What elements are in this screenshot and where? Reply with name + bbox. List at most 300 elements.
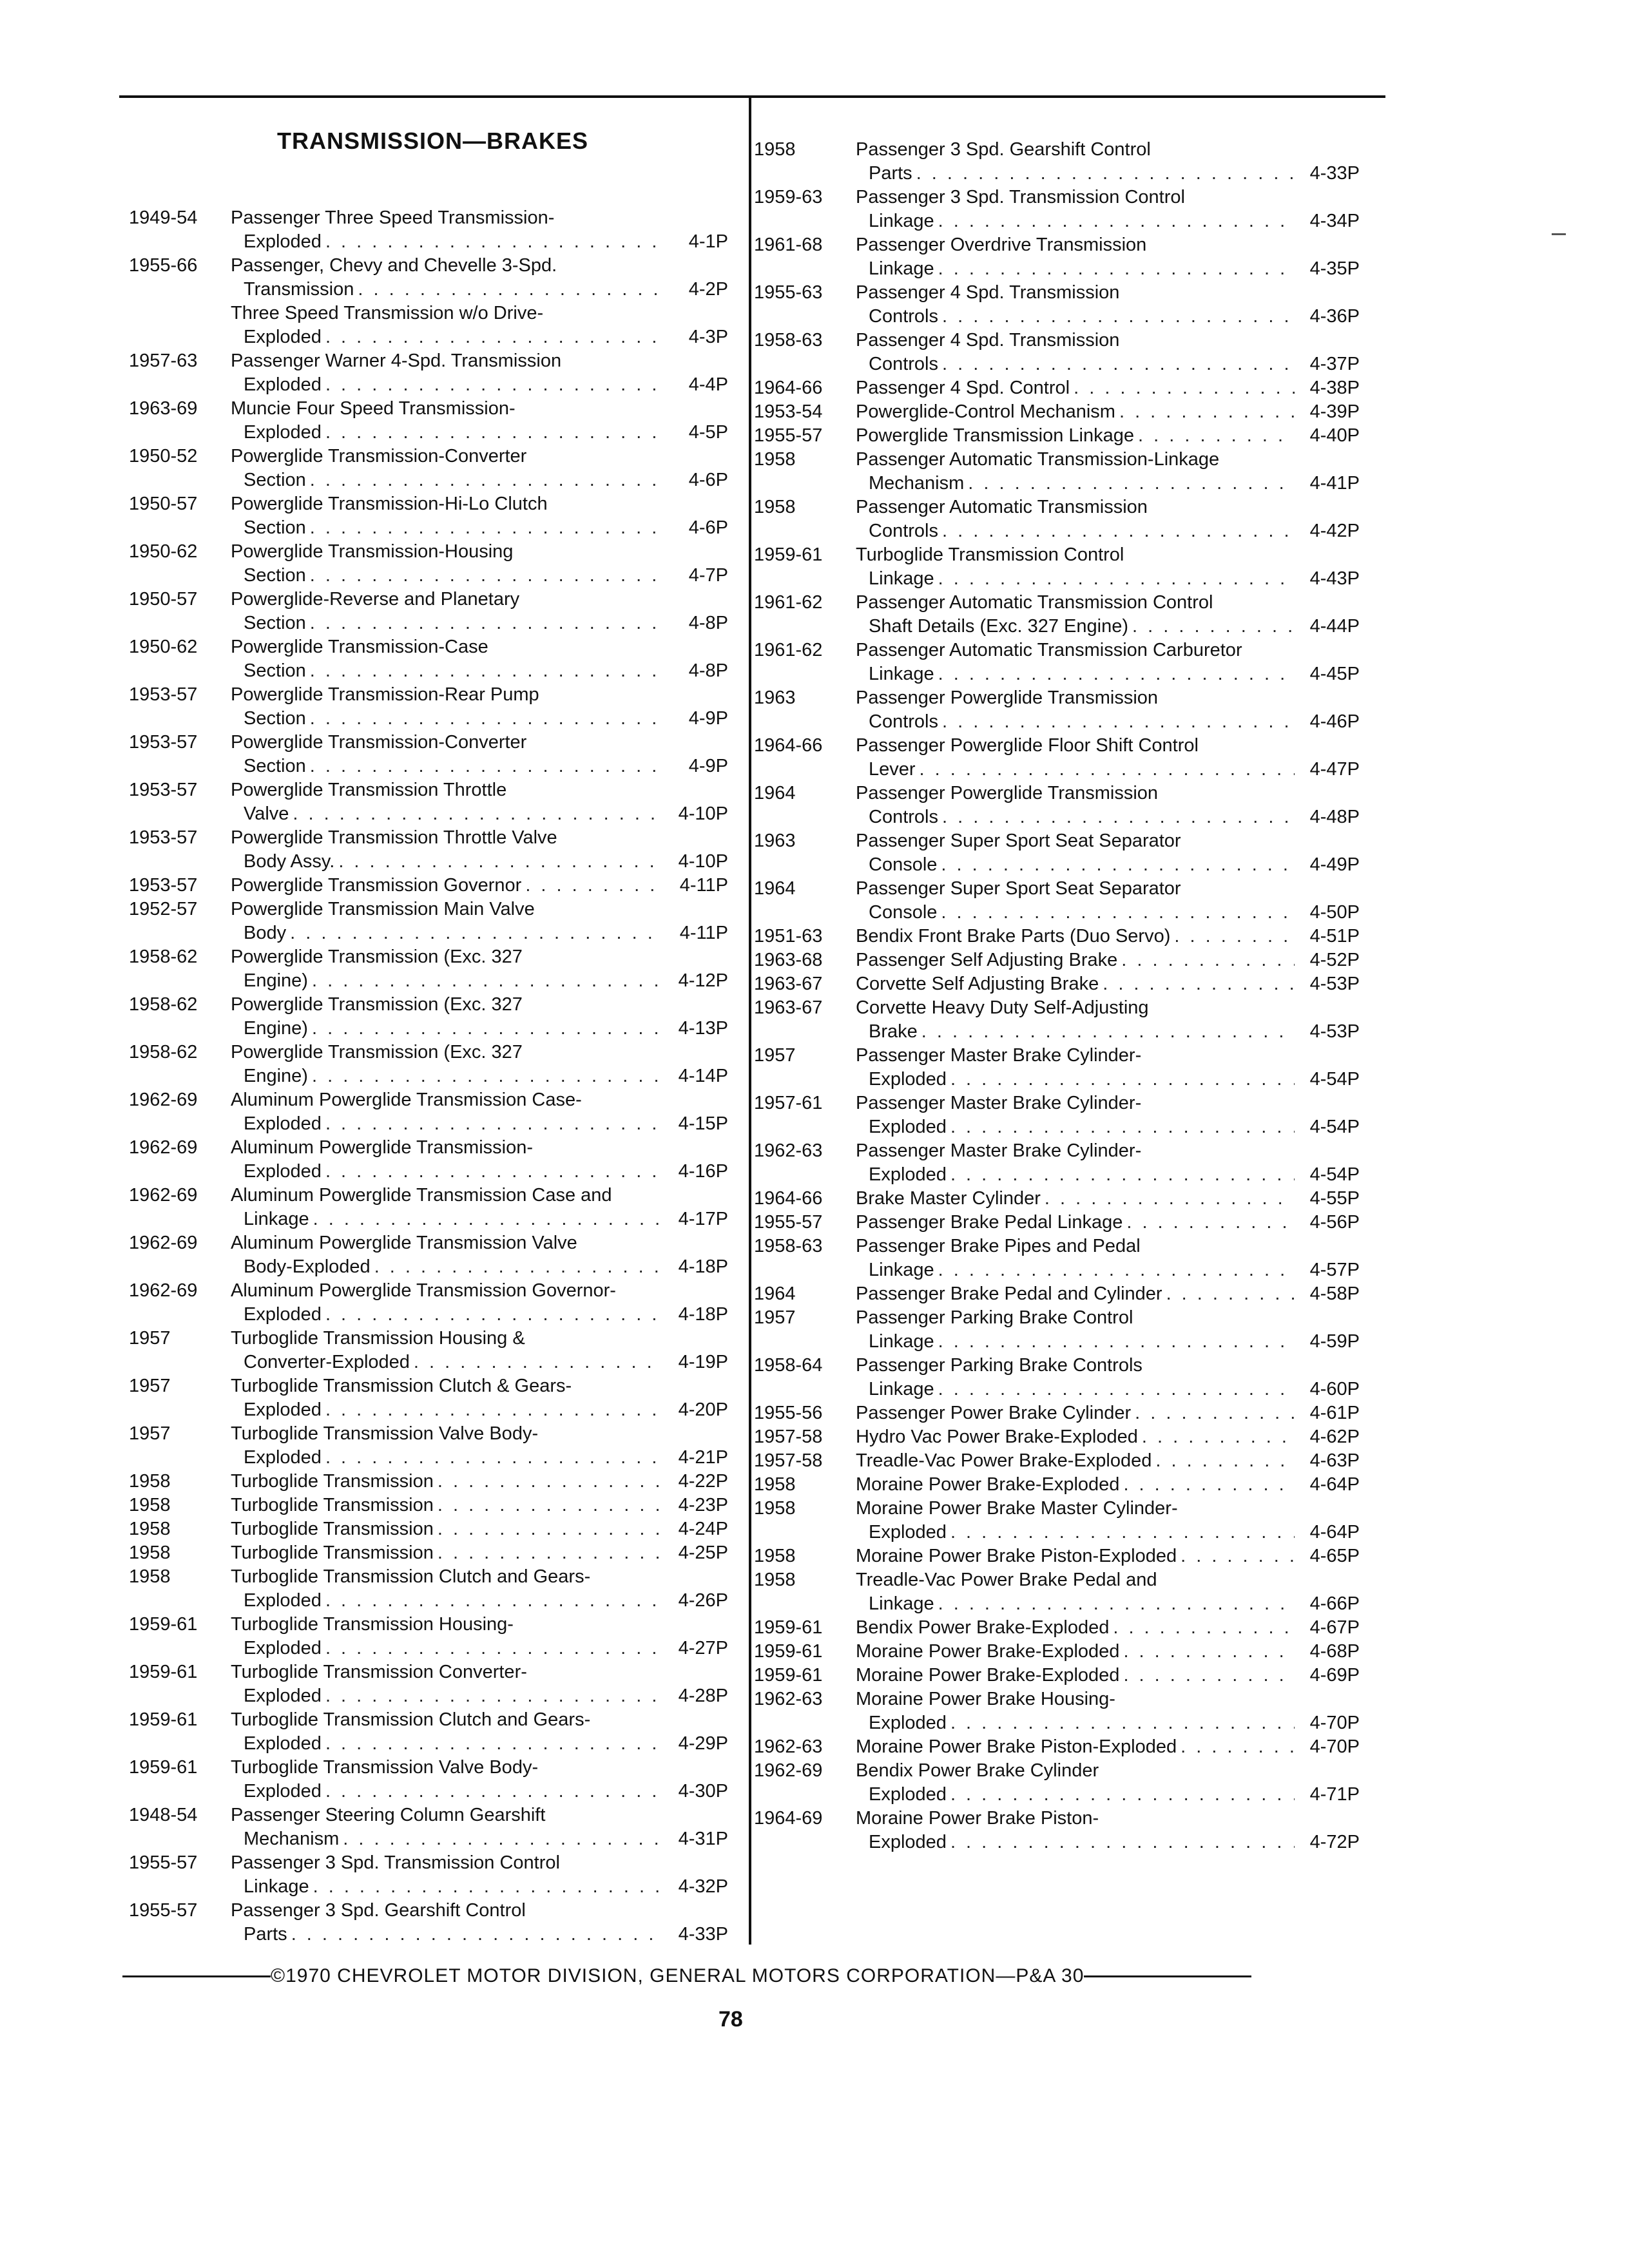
entry-subtitle: Exploded	[244, 231, 322, 252]
entry-subtitle: Exploded	[244, 1161, 322, 1182]
entry-year: 1957-61	[754, 1093, 823, 1113]
index-entry	[129, 1374, 728, 1422]
dot-leader	[942, 305, 1295, 329]
index-entry	[754, 925, 1360, 948]
entry-subtitle: Controls	[869, 306, 938, 327]
entry-year: 1958	[754, 1570, 796, 1590]
entry-leader-row	[244, 802, 728, 826]
index-entry	[129, 1327, 728, 1374]
dot-leader	[1166, 1282, 1295, 1306]
entry-leader-row	[244, 1446, 728, 1470]
index-entry	[754, 1497, 1360, 1544]
footer-text: ©1970 CHEVROLET MOTOR DIVISION, GENERAL MOTORS CORPORATION—P&A 30	[271, 1965, 1084, 1986]
entry-title: Turboglide Transmission	[231, 1471, 434, 1492]
dot-leader	[290, 921, 663, 945]
index-entry	[754, 495, 1360, 543]
entry-year: 1951-63	[754, 926, 823, 947]
entry-page-ref: 4-7P	[688, 565, 728, 586]
entry-subtitle: Exploded	[869, 1069, 947, 1090]
entry-page-ref: 4-17P	[678, 1209, 728, 1229]
dot-leader	[950, 1711, 1295, 1735]
entry-subtitle: Exploded	[244, 1590, 322, 1611]
entry-year: 1958	[129, 1495, 171, 1515]
entry-page-ref: 4-20P	[678, 1399, 728, 1420]
entry-page-ref: 4-54P	[1309, 1164, 1360, 1185]
index-entry	[754, 948, 1360, 972]
entry-leader-row	[244, 611, 728, 635]
entry-title: Passenger, Chevy and Chevelle 3-Spd.	[231, 255, 557, 276]
dot-leader	[325, 230, 663, 254]
entry-page-ref: 4-54P	[1309, 1117, 1360, 1137]
entry-title: Turboglide Transmission Converter-	[231, 1662, 527, 1682]
entry-year: 1959-61	[754, 544, 823, 565]
entry-subtitle: Engine)	[244, 1066, 308, 1086]
entry-title: Turboglide Transmission Clutch & Gears-	[231, 1376, 572, 1396]
entry-page-ref: 4-21P	[678, 1447, 728, 1468]
index-entry	[754, 1616, 1360, 1640]
dot-leader	[920, 758, 1295, 782]
entry-year: 1955-56	[754, 1403, 823, 1423]
entry-leader-row	[869, 352, 1360, 376]
dot-leader	[1103, 972, 1295, 996]
dot-leader	[938, 1592, 1295, 1616]
index-entry	[129, 874, 728, 898]
index-entry	[754, 1687, 1360, 1735]
dot-leader	[938, 1330, 1295, 1354]
entry-title: Bendix Power Brake Cylinder	[856, 1760, 1099, 1781]
entry-title: Passenger Automatic Transmission Control	[856, 592, 1213, 613]
entry-subtitle: Controls	[869, 807, 938, 827]
entry-year: 1948-54	[129, 1805, 198, 1825]
entry-leader-row	[244, 1684, 728, 1708]
dot-leader	[950, 1521, 1295, 1544]
entry-year: 1962-63	[754, 1736, 823, 1757]
entry-page-ref: 4-18P	[678, 1256, 728, 1277]
entry-title: Powerglide Transmission Throttle Valve	[231, 827, 557, 848]
entry-leader-row	[244, 1398, 728, 1422]
entry-title: Passenger Three Speed Transmission-	[231, 207, 555, 228]
entry-page-ref: 4-51P	[1309, 926, 1360, 947]
index-entry	[129, 492, 728, 540]
index-entry	[754, 782, 1360, 829]
entry-leader-row	[244, 707, 728, 731]
entry-title: Moraine Power Brake Piston-	[856, 1808, 1099, 1829]
index-entry	[754, 996, 1360, 1044]
entry-page-ref: 4-56P	[1309, 1212, 1360, 1233]
entry-year: 1958	[754, 497, 796, 517]
entry-title: Turboglide Transmission Housing-	[231, 1614, 514, 1635]
entry-page-ref: 4-70P	[1309, 1736, 1360, 1757]
entry-title: Passenger Brake Pedal Linkage	[856, 1212, 1123, 1233]
dot-leader	[1123, 1664, 1295, 1687]
entry-title: Passenger Steering Column Gearshift	[231, 1805, 546, 1825]
entry-title: Passenger Master Brake Cylinder-	[856, 1045, 1142, 1066]
index-entry	[754, 1449, 1360, 1473]
dot-leader	[325, 1446, 663, 1470]
entry-leader-row	[869, 209, 1360, 233]
entry-page-ref: 4-59P	[1309, 1331, 1360, 1352]
entry-page-ref: 4-32P	[678, 1876, 728, 1897]
index-entry	[754, 1401, 1360, 1425]
entry-leader-row	[244, 1303, 728, 1327]
entry-subtitle: Exploded	[869, 1522, 947, 1542]
entry-title: Powerglide Transmission Linkage	[856, 425, 1134, 446]
entry-title: Passenger 3 Spd. Gearshift Control	[856, 139, 1151, 160]
entry-title: Passenger 4 Spd. Transmission	[856, 282, 1120, 303]
entry-year: 1953-57	[129, 827, 198, 848]
entry-page-ref: 4-31P	[678, 1829, 728, 1849]
index-entry	[129, 1613, 728, 1660]
entry-page-ref: 4-72P	[1309, 1832, 1360, 1852]
entry-page-ref: 4-26P	[678, 1590, 728, 1611]
index-entry	[129, 826, 728, 874]
entry-title: Powerglide Transmission-Rear Pump	[231, 684, 539, 705]
entry-year: 1957-58	[754, 1450, 823, 1471]
dot-leader	[916, 162, 1295, 186]
entry-leader-row	[869, 901, 1360, 925]
entry-year: 1958-64	[754, 1355, 823, 1376]
entry-page-ref: 4-66P	[1309, 1593, 1360, 1614]
dot-leader	[438, 1517, 663, 1541]
index-entry	[129, 993, 728, 1041]
entry-title: Turboglide Transmission	[231, 1542, 434, 1563]
dot-leader	[938, 567, 1295, 591]
entry-leader-row	[244, 1732, 728, 1756]
index-entry	[754, 1473, 1360, 1497]
entry-leader-row	[244, 1589, 728, 1613]
entry-year: 1961-62	[754, 640, 823, 660]
entry-leader-row	[856, 1473, 1360, 1497]
dot-leader	[358, 278, 663, 302]
entry-year: 1958-62	[129, 947, 198, 967]
entry-leader-row	[856, 1401, 1360, 1425]
entry-year: 1959-61	[754, 1665, 823, 1686]
entry-year: 1963	[754, 687, 796, 708]
entry-subtitle: Exploded	[869, 1164, 947, 1185]
dot-leader	[1126, 1211, 1295, 1235]
entry-leader-row	[869, 472, 1360, 495]
entry-title: Powerglide Transmission Main Valve	[231, 899, 535, 919]
dot-leader	[312, 1064, 663, 1088]
entry-leader-row	[869, 1163, 1360, 1187]
entry-subtitle: Body Assy.	[244, 851, 335, 872]
entry-leader-row	[231, 1470, 728, 1494]
index-entry	[754, 376, 1360, 400]
entry-leader-row	[244, 421, 728, 445]
entry-leader-row	[244, 1017, 728, 1041]
entry-title: Turboglide Transmission Valve Body-	[231, 1423, 539, 1444]
entry-subtitle: Controls	[869, 354, 938, 374]
entry-subtitle: Exploded	[244, 327, 322, 347]
entry-page-ref: 4-33P	[1309, 163, 1360, 184]
entry-leader-row	[856, 948, 1360, 972]
entry-title: Powerglide Transmission (Exc. 327	[231, 947, 523, 967]
dot-leader	[310, 707, 663, 731]
index-entry	[754, 1664, 1360, 1687]
entry-leader-row	[869, 710, 1360, 734]
entry-year: 1953-54	[754, 401, 823, 422]
entry-title: Turboglide Transmission	[231, 1495, 434, 1515]
entry-leader-row	[869, 1378, 1360, 1401]
dot-leader	[338, 850, 663, 874]
entry-year: 1962-69	[129, 1233, 198, 1253]
entry-year: 1953-57	[129, 732, 198, 753]
entry-leader-row	[856, 972, 1360, 996]
entry-year: 1957	[754, 1045, 796, 1066]
entry-leader-row	[244, 1780, 728, 1803]
entry-title: Powerglide Transmission Governor	[231, 875, 522, 896]
entry-subtitle: Exploded	[244, 374, 322, 395]
entry-title: Passenger Master Brake Cylinder-	[856, 1140, 1142, 1161]
entry-year: 1953-57	[129, 875, 198, 896]
entry-title: Turboglide Transmission	[231, 1519, 434, 1539]
entry-leader-row	[244, 754, 728, 778]
entry-leader-row	[244, 1255, 728, 1279]
entry-subtitle: Console	[869, 854, 938, 875]
index-entry	[754, 1211, 1360, 1235]
entry-title: Treadle-Vac Power Brake Pedal and	[856, 1570, 1157, 1590]
entry-title: Aluminum Powerglide Transmission Case and	[231, 1185, 612, 1206]
dot-leader	[950, 1068, 1295, 1091]
entry-title: Bendix Front Brake Parts (Duo Servo)	[856, 926, 1171, 947]
entry-year: 1958-62	[129, 1042, 198, 1062]
entry-title: Moraine Power Brake-Exploded	[856, 1641, 1120, 1662]
entry-leader-row	[856, 1211, 1360, 1235]
entry-year: 1958	[129, 1542, 171, 1563]
entry-year: 1959-61	[754, 1617, 823, 1638]
entry-year: 1958	[129, 1566, 171, 1587]
entry-subtitle: Section	[244, 470, 306, 490]
index-entry	[754, 1091, 1360, 1139]
entry-subtitle: Exploded	[244, 1113, 322, 1134]
entry-subtitle: Exploded	[244, 1781, 322, 1802]
index-entry	[129, 1851, 728, 1899]
entry-page-ref: 4-35P	[1309, 258, 1360, 279]
entry-title: Corvette Self Adjusting Brake	[856, 974, 1099, 994]
dot-leader	[938, 1378, 1295, 1401]
entry-leader-row	[856, 424, 1360, 448]
index-entry	[754, 1306, 1360, 1354]
entry-page-ref: 4-46P	[1309, 711, 1360, 732]
entry-year: 1964	[754, 1283, 796, 1304]
dot-leader	[325, 1589, 663, 1613]
entry-year: 1962-63	[754, 1140, 823, 1161]
entry-title: Passenger Brake Pipes and Pedal	[856, 1236, 1141, 1256]
index-entry	[129, 1231, 728, 1279]
entry-title: Passenger 4 Spd. Transmission	[856, 330, 1120, 351]
entry-title: Muncie Four Speed Transmission-	[231, 398, 516, 419]
entry-page-ref: 4-34P	[1309, 211, 1360, 231]
entry-page-ref: 4-5P	[688, 422, 728, 443]
dot-leader	[942, 519, 1295, 543]
dot-leader	[1135, 1401, 1295, 1425]
entry-page-ref: 4-55P	[1309, 1188, 1360, 1209]
index-entry	[754, 877, 1360, 925]
entry-year: 1963-68	[754, 950, 823, 970]
entry-leader-row	[244, 373, 728, 397]
entry-page-ref: 4-60P	[1309, 1379, 1360, 1399]
entry-title: Passenger Automatic Transmission Carburetor	[856, 640, 1242, 660]
entry-subtitle: Linkage	[869, 1379, 934, 1399]
entry-subtitle: Exploded	[869, 1117, 947, 1137]
entry-page-ref: 4-48P	[1309, 807, 1360, 827]
entry-subtitle: Section	[244, 708, 306, 729]
dot-leader	[325, 1160, 663, 1184]
entry-subtitle: Exploded	[244, 422, 322, 443]
entry-title: Turboglide Transmission Control	[856, 544, 1124, 565]
dot-leader	[343, 1827, 663, 1851]
entry-title: Moraine Power Brake Housing-	[856, 1689, 1115, 1709]
dot-leader	[325, 1684, 663, 1708]
entry-subtitle: Shaft Details (Exc. 327 Engine)	[869, 616, 1128, 637]
entry-subtitle: Exploded	[244, 1304, 322, 1325]
entry-subtitle: Exploded	[244, 1733, 322, 1754]
entry-subtitle: Mechanism	[869, 473, 965, 494]
index-entry	[754, 1568, 1360, 1616]
entry-leader-row	[869, 1521, 1360, 1544]
index-entry	[129, 1184, 728, 1231]
index-entry	[129, 1899, 728, 1946]
index-entry	[129, 1708, 728, 1756]
entry-year: 1955-63	[754, 282, 823, 303]
entry-title: Passenger Power Brake Cylinder	[856, 1403, 1132, 1423]
entry-year: 1964-69	[754, 1808, 823, 1829]
entry-title: Passenger Powerglide Floor Shift Control	[856, 735, 1199, 756]
dot-leader	[1045, 1187, 1295, 1211]
entry-title: Passenger Powerglide Transmission	[856, 687, 1159, 708]
index-entry	[754, 639, 1360, 686]
entry-year: 1959-61	[129, 1757, 198, 1778]
left-index-list	[129, 206, 728, 1946]
dot-leader	[950, 1115, 1295, 1139]
entry-year: 1953-57	[129, 684, 198, 705]
entry-title: Powerglide Transmission Throttle	[231, 780, 507, 800]
entry-page-ref: 4-12P	[678, 970, 728, 991]
entry-title: Passenger Super Sport Seat Separator	[856, 878, 1181, 899]
index-entry	[754, 1544, 1360, 1568]
dot-leader	[310, 659, 663, 683]
entry-year: 1962-69	[129, 1137, 198, 1158]
entry-leader-row	[869, 1020, 1360, 1044]
index-entry	[754, 1735, 1360, 1759]
entry-year: 1962-69	[754, 1760, 823, 1781]
margin-mark	[1552, 233, 1566, 235]
index-entry	[754, 734, 1360, 782]
entry-leader-row	[231, 1517, 728, 1541]
entry-year: 1950-62	[129, 541, 198, 562]
index-entry	[129, 1422, 728, 1470]
entry-subtitle: Transmission	[244, 279, 354, 300]
entry-page-ref: 4-4P	[688, 374, 728, 395]
index-entry	[754, 1139, 1360, 1187]
entry-subtitle: Linkage	[869, 1593, 934, 1614]
footer-rule-left	[122, 1975, 271, 1977]
entry-page-ref: 4-61P	[1309, 1403, 1360, 1423]
entry-year: 1957	[754, 1307, 796, 1328]
index-entry	[754, 1354, 1360, 1401]
index-entry	[754, 1425, 1360, 1449]
entry-page-ref: 4-38P	[1309, 378, 1360, 398]
entry-page-ref: 4-33P	[678, 1924, 728, 1945]
entry-subtitle: Linkage	[869, 211, 934, 231]
entry-leader-row	[244, 230, 728, 254]
entry-page-ref: 4-1P	[688, 231, 728, 252]
index-entry	[129, 445, 728, 492]
entry-page-ref: 4-6P	[688, 517, 728, 538]
entry-page-ref: 4-10P	[678, 803, 728, 824]
entry-page-ref: 4-18P	[678, 1304, 728, 1325]
entry-subtitle: Lever	[869, 759, 916, 780]
dot-leader	[325, 325, 663, 349]
dot-leader	[950, 1831, 1295, 1854]
entry-page-ref: 4-9P	[688, 708, 728, 729]
dot-leader	[1181, 1735, 1295, 1759]
entry-year: 1959-61	[129, 1662, 198, 1682]
entry-year: 1959-61	[129, 1614, 198, 1635]
dot-leader	[942, 710, 1295, 734]
entry-leader-row	[856, 400, 1360, 424]
entry-year: 1953-57	[129, 780, 198, 800]
entry-page-ref: 4-63P	[1309, 1450, 1360, 1471]
dot-leader	[438, 1470, 663, 1494]
dot-leader	[950, 1163, 1295, 1187]
index-entry	[129, 1279, 728, 1327]
entry-page-ref: 4-52P	[1309, 950, 1360, 970]
dot-leader	[291, 1923, 663, 1946]
entry-year: 1964	[754, 878, 796, 899]
dot-leader	[310, 611, 663, 635]
index-entry	[754, 1640, 1360, 1664]
dot-leader	[1138, 424, 1295, 448]
entry-title: Aluminum Powerglide Transmission Valve	[231, 1233, 577, 1253]
index-entry	[754, 1807, 1360, 1854]
entry-leader-row	[869, 758, 1360, 782]
index-entry	[129, 1565, 728, 1613]
entry-subtitle: Parts	[869, 163, 912, 184]
entry-year: 1963-67	[754, 974, 823, 994]
entry-leader-row	[869, 1258, 1360, 1282]
entry-year: 1957-63	[129, 351, 198, 371]
dot-leader	[374, 1255, 663, 1279]
entry-leader-row	[244, 1112, 728, 1136]
entry-leader-row	[856, 925, 1360, 948]
entry-leader-row	[244, 1923, 728, 1946]
entry-year: 1961-62	[754, 592, 823, 613]
entry-title: Passenger Overdrive Transmission	[856, 235, 1147, 255]
entry-year: 1957	[129, 1423, 171, 1444]
entry-title: Passenger Brake Pedal and Cylinder	[856, 1283, 1162, 1304]
dot-leader	[313, 1207, 663, 1231]
index-entry	[754, 591, 1360, 639]
entry-page-ref: 4-42P	[1309, 521, 1360, 541]
entry-leader-row	[244, 850, 728, 874]
entry-leader-row	[869, 1330, 1360, 1354]
entry-year: 1958-63	[754, 330, 823, 351]
index-entry	[129, 1041, 728, 1088]
entry-title: Aluminum Powerglide Transmission Governor-	[231, 1280, 616, 1301]
entry-page-ref: 4-57P	[1309, 1260, 1360, 1280]
entry-leader-row	[869, 1068, 1360, 1091]
entry-title: Moraine Power Brake Piston-Exploded	[856, 1546, 1177, 1566]
entry-page-ref: 4-62P	[1309, 1427, 1360, 1447]
entry-subtitle: Linkage	[244, 1209, 309, 1229]
dot-leader	[968, 472, 1295, 495]
index-entry	[129, 1803, 728, 1851]
entry-title: Powerglide Transmission-Converter	[231, 732, 527, 753]
entry-title: Turboglide Transmission Housing &	[231, 1328, 525, 1349]
entry-page-ref: 4-39P	[1309, 401, 1360, 422]
entry-subtitle: Linkage	[869, 1331, 934, 1352]
